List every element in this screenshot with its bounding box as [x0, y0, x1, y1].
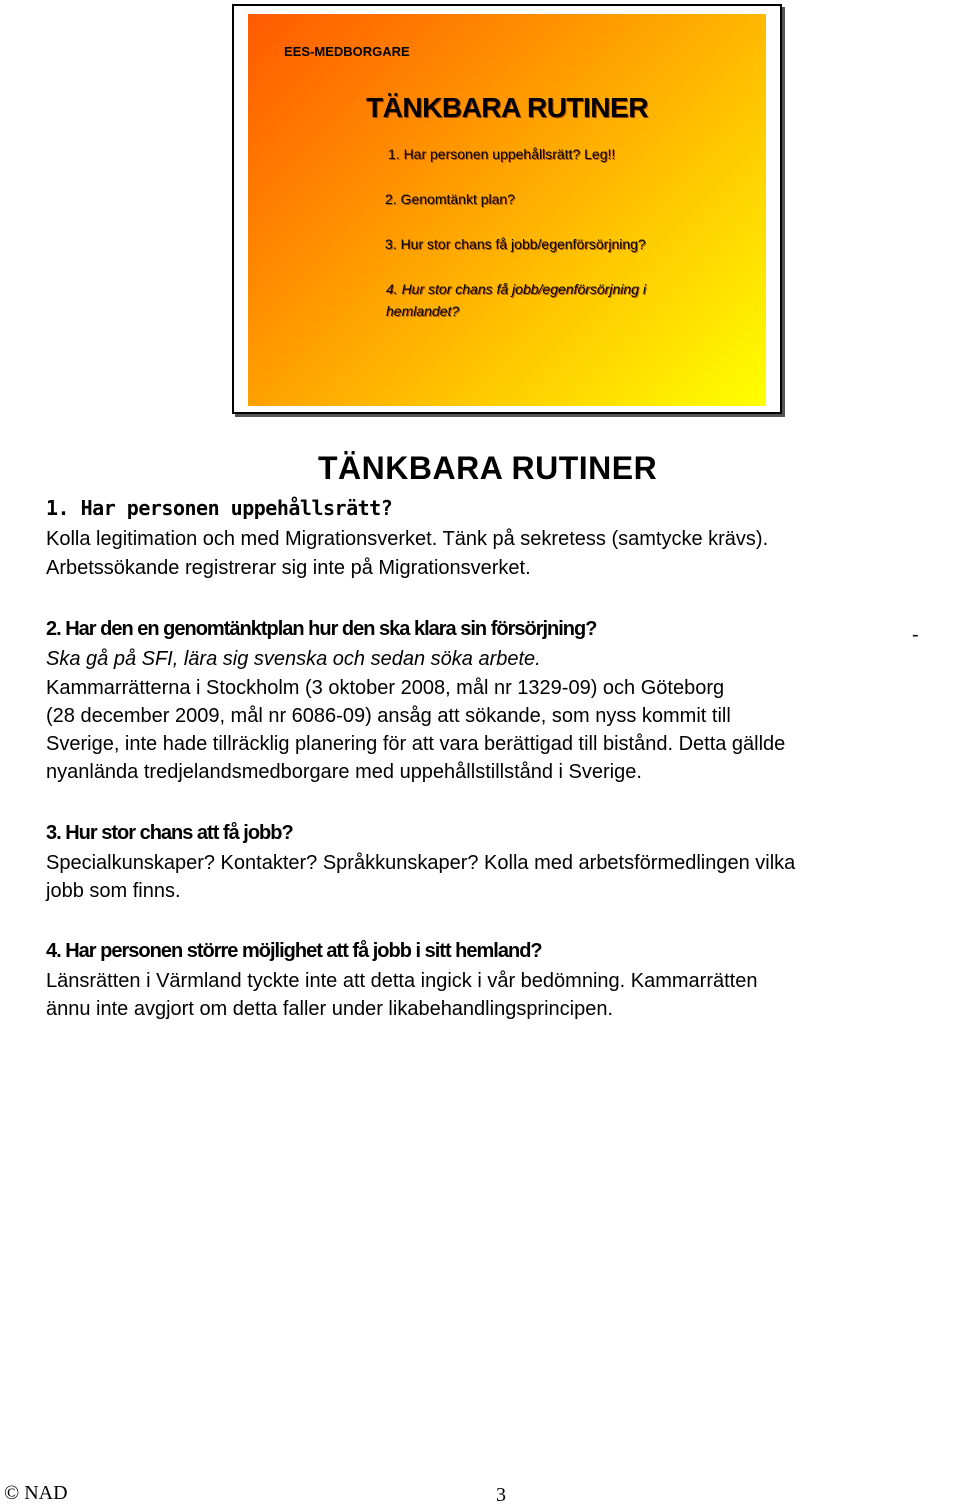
slide-title: TÄNKBARA RUTINER — [366, 92, 648, 123]
section-2-heading: 2. Har den en genomtänktplan hur den ska klara sin försörjning? — [46, 618, 597, 640]
slide-item-3: 3. Hur stor chans få jobb/egenförsörjning? — [385, 236, 646, 252]
slide-item-4: 4. Hur stor chans få jobb/egenförsörjning i — [386, 281, 646, 297]
footer-copyright: © NAD — [4, 1482, 68, 1504]
section-2-dash: - — [912, 624, 919, 646]
section-4-line-1: Länsrätten i Värmland tyckte inte att detta ingick i vår bedömning. Kammarrätten — [46, 970, 758, 992]
section-2-line-1: Kammarrätterna i Stockholm (3 oktober 2008, mål nr 1329-09) och Göteborg — [46, 677, 725, 699]
section-1-heading: 1. Har personen uppehållsrätt? — [46, 496, 393, 520]
slide-background — [248, 14, 766, 406]
section-4-heading: 4. Har personen större möjlighet att få jobb i sitt hemland? — [46, 940, 542, 962]
section-3-line-1: Specialkunskaper? Kontakter? Språkkunskaper? Kolla med arbetsförmedlingen vilka — [46, 852, 796, 874]
section-3-heading: 3. Hur stor chans att få jobb? — [46, 822, 293, 844]
section-4-line-2: ännu inte avgjort om detta faller under likabehandlingsprincipen. — [46, 998, 614, 1020]
section-1-line-2: Arbetssökande registrerar sig inte på Migrationsverket. — [46, 557, 531, 579]
page-number: 3 — [496, 1484, 506, 1506]
document-title: TÄNKBARA RUTINER — [318, 450, 658, 486]
section-2-italic-line: Ska gå på SFI, lära sig svenska och sedan söka arbete. — [46, 648, 541, 670]
slide-item-1: 1. Har personen uppehållsrätt? Leg!! — [388, 146, 616, 162]
slide-label: EES-MEDBORGARE — [284, 44, 410, 59]
section-2-line-4: nyanlända tredjelandsmedborgare med uppehållstillstånd i Sverige. — [46, 761, 642, 783]
section-2-line-2: (28 december 2009, mål nr 6086-09) ansåg att sökande, som nyss kommit till — [46, 705, 731, 727]
section-3-line-2: jobb som finns. — [46, 880, 181, 902]
section-2-line-3: Sverige, inte hade tillräcklig planering för att vara berättigad till bistånd. Detta gällde — [46, 733, 786, 755]
section-1-line-1: Kolla legitimation och med Migrationsverket. Tänk på sekretess (samtycke krävs). — [46, 528, 769, 550]
slide-item-4-cont: hemlandet? — [386, 303, 460, 319]
slide-thumbnail — [232, 4, 782, 414]
slide-item-2: 2. Genomtänkt plan? — [385, 191, 515, 207]
